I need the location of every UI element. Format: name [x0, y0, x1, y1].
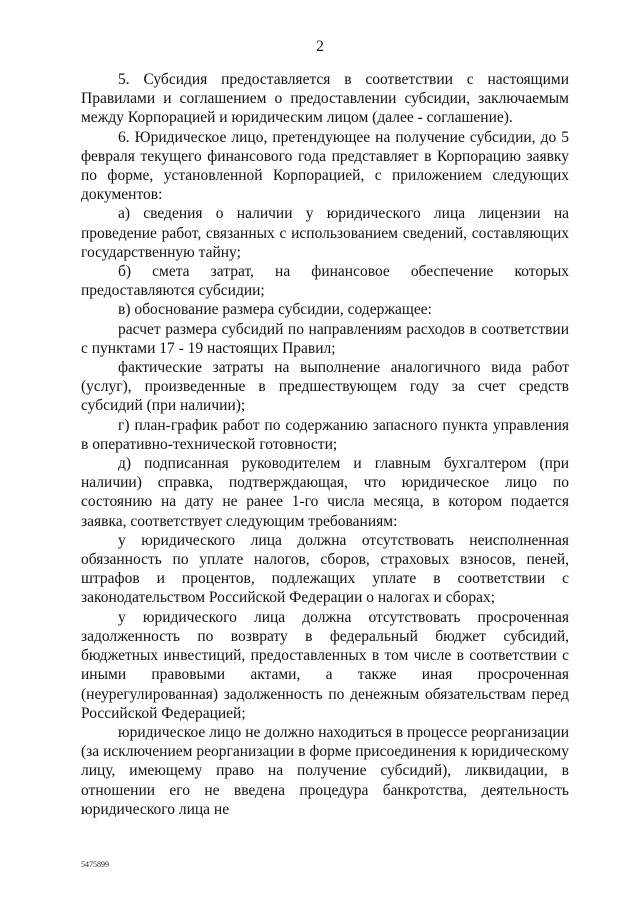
subitem-actual-costs: фактические затраты на выполнение аналогичного вида работ (услуг), произведенные в предшествующем году за счет средств субсидий (при наличии); [81, 359, 569, 415]
paragraph-6: 6. Юридическое лицо, претендующее на получение субсидии, до 5 февраля текущего финансового года представляет в Корпорацию заявку по форме, установленной Корпорацией, с приложением следующих документов: [81, 128, 569, 204]
item-g-schedule: г) план-график работ по содержанию запасного пункта управления в оперативно-технической готовности; [81, 416, 569, 453]
requirement-no-overdue-debt: у юридического лица должна отсутствовать просроченная задолженность по возврату в федеральный бюджет субсидий, бюджетных инвестиций, предоставленных в том числе в соответствии с иными правовыми актами, а также иная просроченная (неурегулированная) задолженность по денежным обязательствам перед Российской Федерацией; [81, 608, 569, 722]
paragraph-5: 5. Субсидия предоставляется в соответствии с настоящими Правилами и соглашением о предоставлении субсидии, заключаемым между Корпорацией и юридическим лицом (далее - соглашение). [81, 71, 569, 127]
item-v-justification: в) обоснование размера субсидии, содержащее: [118, 301, 432, 319]
requirement-no-reorganization: юридическое лицо не должно находиться в процессе реорганизации (за исключением реорганизации в форме присоединения к юридическому лицу, имеющему право на получение субсидий), ликвидации, в отношении его не введена процедура банкротства, деятельность юридического лица не [81, 723, 569, 818]
page-number: 2 [316, 38, 324, 55]
item-d-certificate: д) подписанная руководителем и главным бухгалтером (при наличии) справка, подтверждающая, что юридическое лицо по состоянию на дату не ранее 1-го числа месяца, в котором подается заявка, соответствует следующим требованиям: [81, 455, 569, 530]
item-a-license: а) сведения о наличии у юридического лица лицензии на проведение работ, связанных с использованием сведений, составляющих государственную тайну; [81, 205, 569, 261]
document-body [81, 70, 569, 819]
document-code: 5475899 [81, 860, 109, 869]
requirement-no-tax-debt: у юридического лица должна отсутствовать неисполненная обязанность по уплате налогов, сборов, страховых взносов, пеней, штрафов и процентов, подлежащих уплате в соответствии с законодательством Российской Федерации о налогах и сборах; [81, 531, 569, 607]
subitem-calculation: расчет размера субсидий по направлениям расходов в соответствии с пунктами 17 - 19 настоящих Правил; [81, 320, 569, 357]
item-b-estimate: б) смета затрат, на финансовое обеспечение которых предоставляются субсидии; [81, 263, 569, 300]
